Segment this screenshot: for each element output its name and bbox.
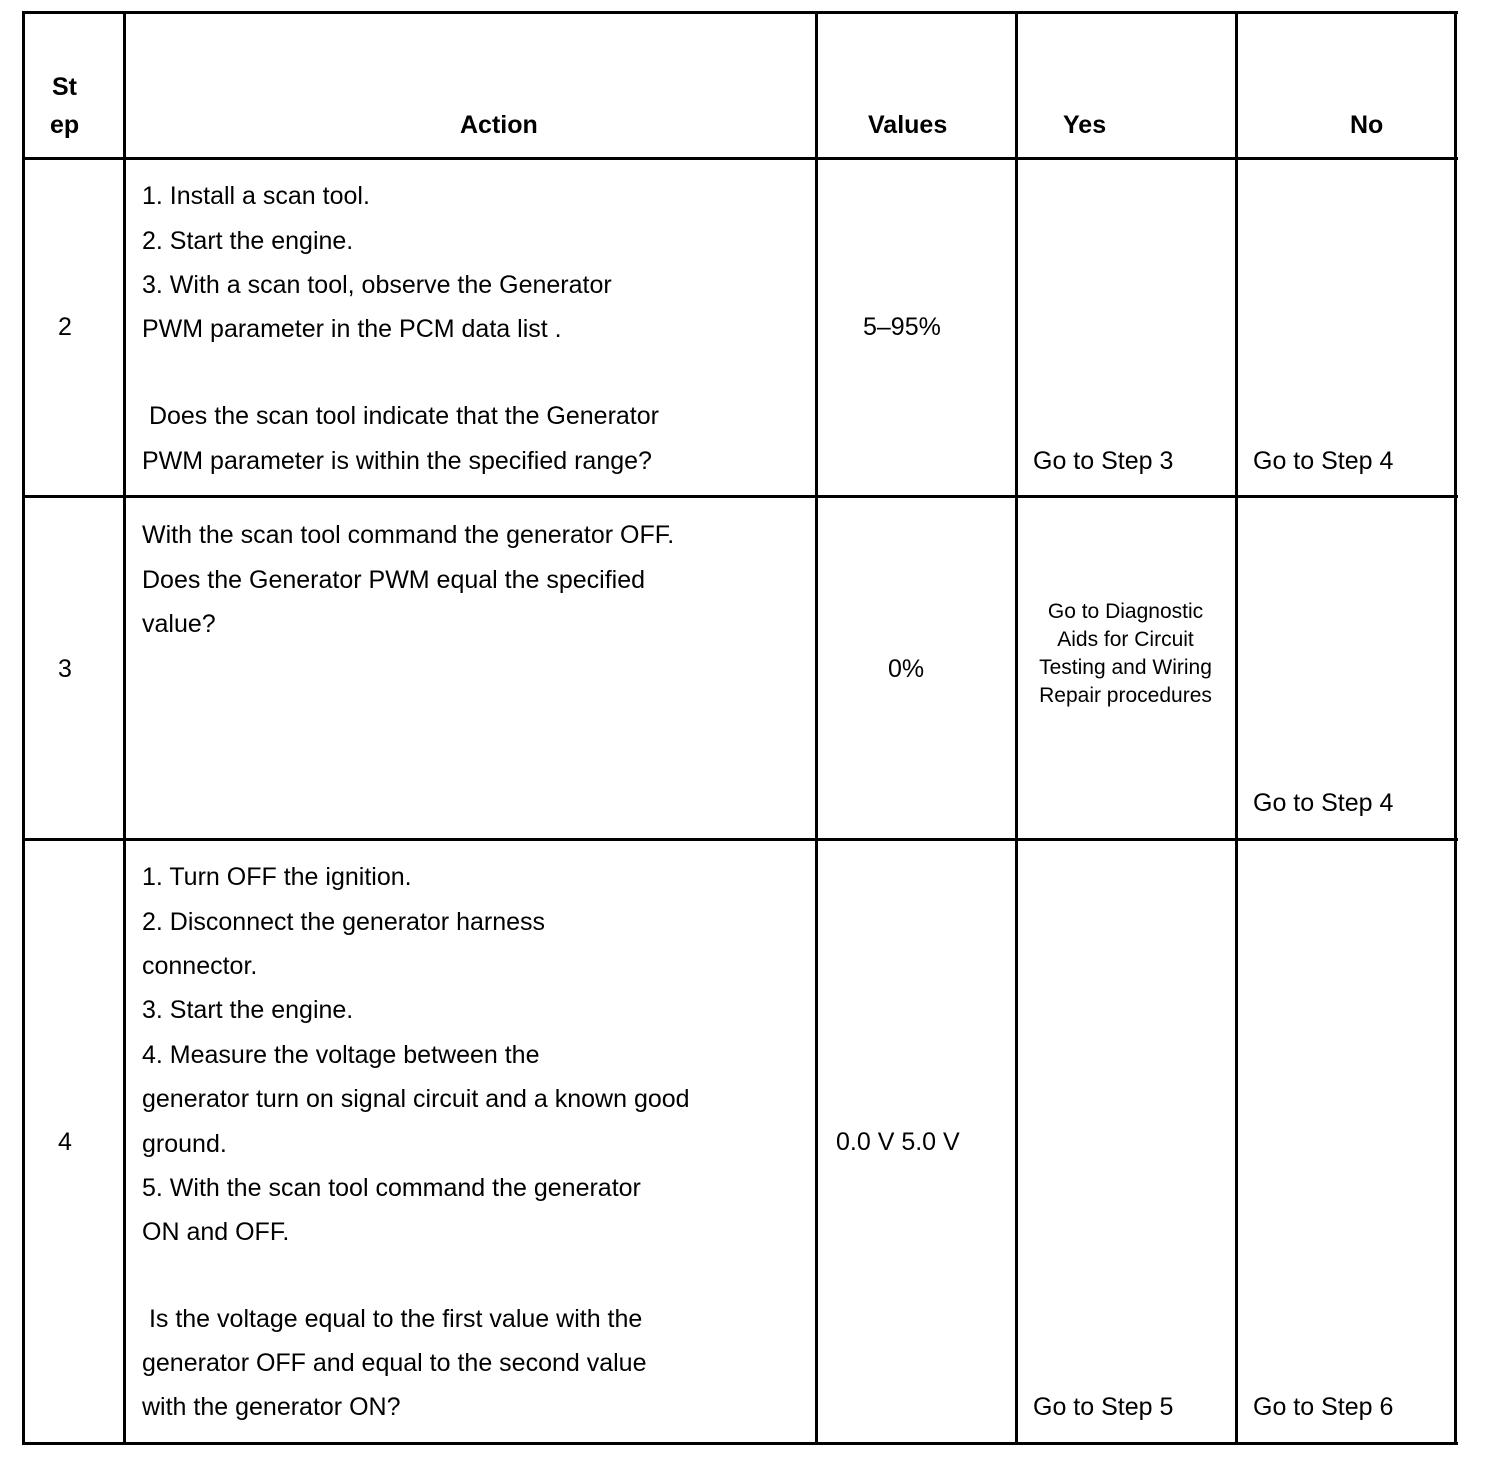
value-text: 0.0 V 5.0 V <box>836 1128 960 1156</box>
yes-result-line: Go to Diagnostic <box>1047 600 1204 623</box>
action-line: Does the Generator PWM equal the specified <box>142 566 646 594</box>
action-line: ON and OFF. <box>142 1218 290 1246</box>
action-line: connector. <box>142 952 258 980</box>
header-step-line2: ep <box>50 111 80 139</box>
action-line: With the scan tool command the generator OFF. <box>142 521 675 549</box>
table-border-left <box>22 11 25 1445</box>
action-line: value? <box>142 610 216 638</box>
header-step-line1: St <box>52 73 77 101</box>
action-question: PWM parameter is within the specified range? <box>142 447 652 475</box>
action-line: 2. Start the engine. <box>142 227 354 255</box>
action-question: generator OFF and equal to the second value <box>142 1349 647 1377</box>
yes-result-line: Repair procedures <box>1039 684 1212 707</box>
no-result: Go to Step 6 <box>1253 1393 1394 1421</box>
step-number: 4 <box>58 1128 72 1156</box>
row-divider <box>22 495 1458 498</box>
header-divider <box>22 157 1458 160</box>
column-divider <box>1235 11 1238 1445</box>
column-divider <box>815 11 818 1445</box>
yes-result-line: Testing and Wiring <box>1039 656 1212 679</box>
yes-result <box>1018 598 1233 710</box>
header-values: Values <box>868 111 948 139</box>
action-line: ground. <box>142 1130 227 1158</box>
action-line: 1. Install a scan tool. <box>142 182 370 210</box>
action-line: PWM parameter in the PCM data list . <box>142 315 562 343</box>
value-text: 5–95% <box>863 313 941 341</box>
action-line: 4. Measure the voltage between the <box>142 1041 540 1069</box>
header-yes: Yes <box>1063 111 1107 139</box>
action-line: 2. Disconnect the generator harness <box>142 908 546 936</box>
yes-result-line: Aids for Circuit <box>1057 628 1194 651</box>
action-line: 3. Start the engine. <box>142 996 354 1024</box>
column-divider <box>123 11 126 1445</box>
header-action: Action <box>460 111 538 139</box>
no-result: Go to Step 4 <box>1253 447 1394 475</box>
action-line: 3. With a scan tool, observe the Generator <box>142 271 612 299</box>
row-divider <box>22 838 1458 841</box>
yes-result: Go to Step 5 <box>1033 1393 1174 1421</box>
yes-result: Go to Step 3 <box>1033 447 1174 475</box>
table-border-top <box>22 11 1458 14</box>
action-question: with the generator ON? <box>142 1393 401 1421</box>
header-no: No <box>1350 111 1384 139</box>
action-line: generator turn on signal circuit and a known good <box>142 1085 690 1113</box>
no-result: Go to Step 4 <box>1253 789 1394 817</box>
action-line: 5. With the scan tool command the generator <box>142 1174 641 1202</box>
action-question: Is the voltage equal to the first value with the <box>142 1305 643 1333</box>
step-number: 2 <box>58 313 72 341</box>
table-border-bottom <box>22 1442 1458 1445</box>
action-question: Does the scan tool indicate that the Generator <box>142 402 659 430</box>
value-text: 0% <box>888 655 925 683</box>
table-border-right <box>1454 11 1457 1445</box>
action-line: 1. Turn OFF the ignition. <box>142 863 412 891</box>
step-number: 3 <box>58 655 72 683</box>
column-divider <box>1015 11 1018 1445</box>
